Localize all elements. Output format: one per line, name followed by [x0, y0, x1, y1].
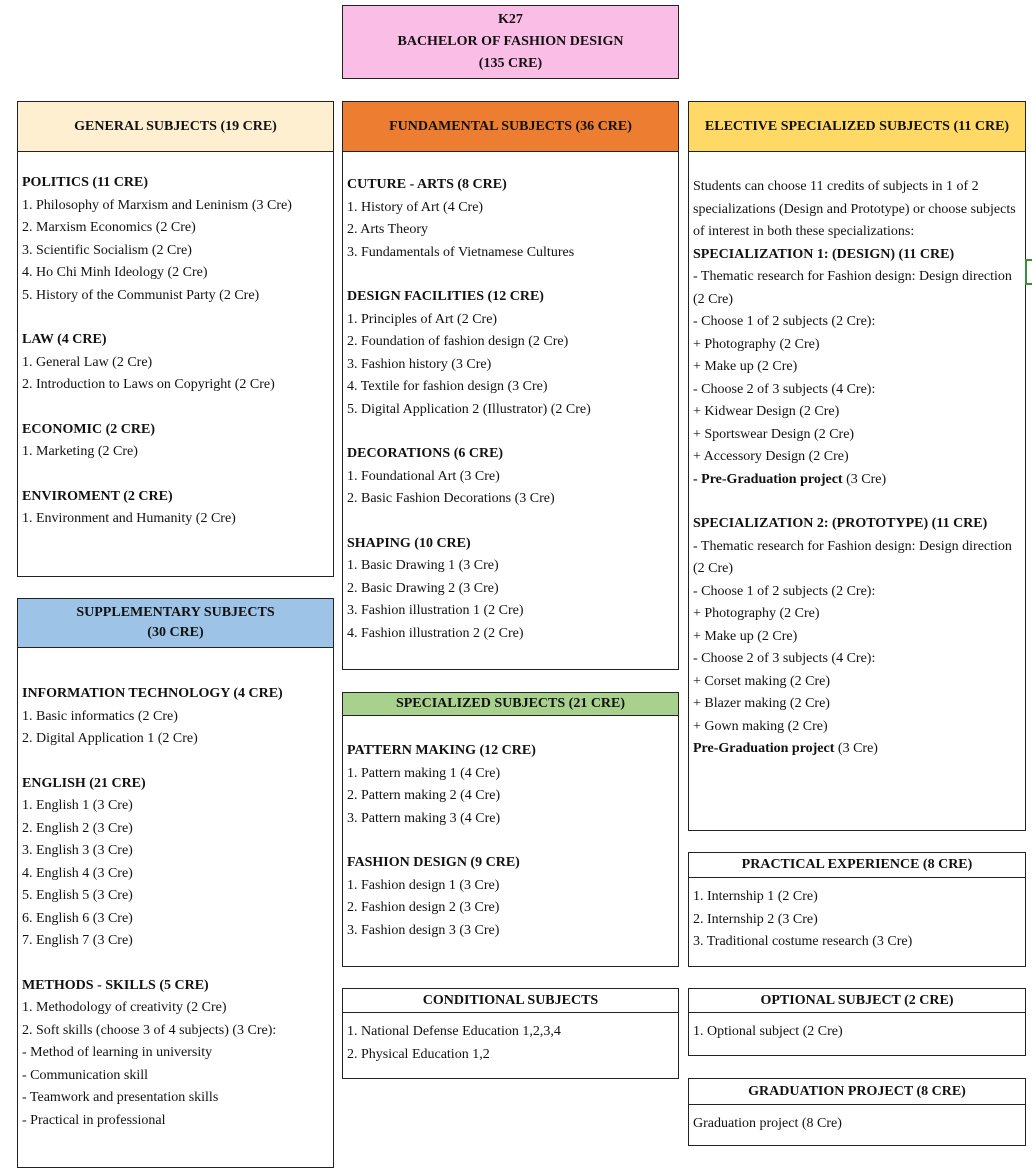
list-item: 1. General Law (2 Cre): [22, 354, 153, 370]
section-heading: ENGLISH (21 CRE): [22, 775, 146, 791]
conditional-subjects-box: [342, 988, 679, 1079]
list-item: 1. Philosophy of Marxism and Leninism (3 Cre): [22, 197, 292, 213]
list-item: 1. Foundational Art (3 Cre): [347, 468, 500, 484]
list-item: 1. Internship 1 (2 Cre): [693, 889, 818, 904]
list-item: 5. English 5 (3 Cre): [22, 888, 133, 903]
program-cohort: K27: [498, 12, 523, 27]
fundamental-subjects-header: FUNDAMENTAL SUBJECTS (36 CRE): [343, 102, 678, 152]
section-heading: POLITICS (11 CRE): [22, 175, 149, 190]
general-subjects-box: [17, 101, 334, 577]
list-item: + Blazer making (2 Cre): [693, 696, 830, 711]
list-item: - Choose 1 of 2 subjects (2 Cre):: [693, 314, 876, 329]
edge-marker: [1025, 259, 1032, 285]
list-item: 5. Digital Application 2 (Illustrator) (2 Cre): [347, 401, 591, 417]
list-item: - Teamwork and presentation skills: [22, 1090, 219, 1105]
list-item: + Kidwear Design (2 Cre): [693, 404, 840, 419]
graduation-project-box: [688, 1078, 1026, 1146]
section-heading: CUTURE - ARTS (8 CRE): [347, 177, 507, 192]
list-item: - Thematic research for Fashion design: Design direction (2 Cre): [693, 269, 1012, 307]
general-subjects-body: [18, 152, 333, 531]
list-item: 3. Fundamentals of Vietnamese Cultures: [347, 244, 575, 260]
optional-subject-header: OPTIONAL SUBJECT (2 CRE): [689, 989, 1025, 1013]
fundamental-subjects-body: [343, 152, 678, 645]
specialized-subjects-box: [342, 692, 679, 967]
list-item: 2. Physical Education 1,2: [347, 1046, 490, 1062]
list-item: - Method of learning in university: [22, 1045, 213, 1060]
list-item: - Choose 2 of 3 subjects (4 Cre):: [693, 381, 876, 397]
list-item: + Photography (2 Cre): [693, 336, 820, 352]
optional-subject-body: [689, 1013, 1025, 1044]
list-item: 3. Fashion history (3 Cre): [347, 356, 492, 372]
elective-intro: Students can choose 11 credits of subjects in 1 of 2 specializations (Design and Prototype) or choose subjects of interest in both these specializations:: [693, 179, 1016, 239]
list-item: 2. Basic Fashion Decorations (3 Cre): [347, 491, 555, 506]
list-item: - Choose 1 of 2 subjects (2 Cre):: [693, 583, 876, 599]
list-item: 7. English 7 (3 Cre): [22, 933, 133, 948]
list-item: 1. Methodology of creativity (2 Cre): [22, 1000, 227, 1015]
section-heading: LAW (4 CRE): [22, 332, 107, 347]
section-heading: INFORMATION TECHNOLOGY (4 CRE): [22, 686, 283, 701]
list-item: Graduation project (8 Cre): [693, 1116, 842, 1131]
list-item: Pre-Graduation project (3 Cre): [693, 741, 878, 756]
list-item: + Corset making (2 Cre): [693, 673, 830, 689]
list-item: 1. Principles of Art (2 Cre): [347, 311, 498, 327]
section-heading: PATTERN MAKING (12 CRE): [347, 743, 536, 758]
list-item: + Sportswear Design (2 Cre): [693, 426, 855, 442]
list-item: + Make up (2 Cre): [693, 359, 798, 374]
list-item: 4. Textile for fashion design (3 Cre): [347, 379, 548, 394]
list-item: 4. Fashion illustration 2 (2 Cre): [347, 625, 524, 641]
list-item: 2. Digital Application 1 (2 Cre): [22, 731, 198, 746]
list-item: 2. Introduction to Laws on Copyright (2 Cre): [22, 377, 275, 392]
list-item: 1. Basic Drawing 1 (3 Cre): [347, 558, 499, 573]
list-item: - Pre-Graduation project (3 Cre): [693, 471, 887, 487]
supplementary-subjects-body: [18, 648, 333, 1132]
list-item: 6. English 6 (3 Cre): [22, 910, 133, 926]
specialized-subjects-body: [343, 716, 678, 942]
supplementary-subjects-box: [17, 598, 334, 1168]
section-heading: DECORATIONS (6 CRE): [347, 446, 504, 461]
conditional-subjects-header: CONDITIONAL SUBJECTS: [343, 989, 678, 1013]
elective-specialized-box: [688, 101, 1026, 831]
practical-experience-box: [688, 852, 1026, 967]
list-item: 1. Marketing (2 Cre): [22, 444, 138, 459]
section-heading: SHAPING (10 CRE): [347, 535, 471, 551]
list-item: - Communication skill: [22, 1067, 148, 1083]
list-item: 1. Fashion design 1 (3 Cre): [347, 877, 500, 893]
list-item: 3. Traditional costume research (3 Cre): [693, 934, 913, 949]
list-item: 3. Scientific Socialism (2 Cre): [22, 242, 192, 258]
program-credits: (135 CRE): [478, 56, 543, 71]
section-heading: DESIGN FACILITIES (12 CRE): [347, 289, 544, 304]
list-item: 2. Pattern making 2 (4 Cre): [347, 788, 501, 803]
list-item: 2. Foundation of fashion design (2 Cre): [347, 334, 569, 349]
graduation-project-header: GRADUATION PROJECT (8 CRE): [689, 1079, 1025, 1105]
list-item: 2. Arts Theory: [347, 222, 429, 237]
graduation-project-body: [689, 1105, 1025, 1136]
list-item: - Choose 2 of 3 subjects (4 Cre):: [693, 651, 876, 666]
general-subjects-header: GENERAL SUBJECTS (19 CRE): [18, 102, 333, 152]
list-item: - Thematic research for Fashion design: Design direction (2 Cre): [693, 538, 1012, 576]
list-item: 2. Internship 2 (3 Cre): [693, 911, 818, 927]
list-item: 2. English 2 (3 Cre): [22, 820, 133, 836]
list-item: 5. History of the Communist Party (2 Cre): [22, 287, 260, 303]
list-item: + Accessory Design (2 Cre): [693, 449, 849, 464]
section-heading: ENVIROMENT (2 CRE): [22, 488, 173, 504]
list-item: 3. Fashion illustration 1 (2 Cre): [347, 603, 524, 618]
supplementary-subjects-header: SUPPLEMENTARY SUBJECTS (30 CRE): [18, 599, 333, 648]
list-item: 4. English 4 (3 Cre): [22, 865, 133, 881]
list-item: 1. National Defense Education 1,2,3,4: [347, 1024, 561, 1039]
section-heading: SPECIALIZATION 2: (PROTOTYPE) (11 CRE): [693, 516, 988, 531]
section-heading: METHODS - SKILLS (5 CRE): [22, 977, 209, 993]
list-item: 3. English 3 (3 Cre): [22, 843, 133, 858]
list-item: 1. History of Art (4 Cre): [347, 199, 484, 215]
list-item: + Gown making (2 Cre): [693, 718, 828, 734]
section-heading: ECONOMIC (2 CRE): [22, 421, 155, 437]
specialized-subjects-header: SPECIALIZED SUBJECTS (21 CRE): [343, 693, 678, 716]
list-item: 1. Basic informatics (2 Cre): [22, 708, 178, 724]
practical-experience-header: PRACTICAL EXPERIENCE (8 CRE): [689, 853, 1025, 878]
list-item: 1. Environment and Humanity (2 Cre): [22, 511, 236, 526]
list-item: 1. English 1 (3 Cre): [22, 798, 133, 813]
practical-experience-body: [689, 878, 1025, 954]
elective-specialized-body: [689, 152, 1025, 761]
list-item: 2. Marxism Economics (2 Cre): [22, 220, 196, 235]
list-item: 2. Soft skills (choose 3 of 4 subjects) (3 Cre):: [22, 1022, 277, 1038]
list-item: 4. Ho Chi Minh Ideology (2 Cre): [22, 265, 208, 280]
section-heading: SPECIALIZATION 1: (DESIGN) (11 CRE): [693, 246, 955, 262]
fundamental-subjects-box: [342, 101, 679, 670]
elective-specialized-header: ELECTIVE SPECIALIZED SUBJECTS (11 CRE): [689, 102, 1025, 152]
conditional-subjects-body: [343, 1013, 678, 1066]
list-item: 1. Optional subject (2 Cre): [693, 1024, 843, 1039]
list-item: 3. Fashion design 3 (3 Cre): [347, 922, 500, 938]
section-heading: FASHION DESIGN (9 CRE): [347, 855, 520, 870]
program-name: BACHELOR OF FASHION DESIGN: [397, 34, 624, 49]
list-item: + Photography (2 Cre): [693, 606, 820, 621]
list-item: - Practical in professional: [22, 1112, 166, 1128]
list-item: 2. Basic Drawing 2 (3 Cre): [347, 580, 499, 596]
optional-subject-box: [688, 988, 1026, 1056]
list-item: 3. Pattern making 3 (4 Cre): [347, 810, 501, 826]
program-title-box: [342, 5, 679, 79]
list-item: + Make up (2 Cre): [693, 628, 798, 644]
list-item: 1. Pattern making 1 (4 Cre): [347, 765, 501, 781]
list-item: 2. Fashion design 2 (3 Cre): [347, 900, 500, 915]
